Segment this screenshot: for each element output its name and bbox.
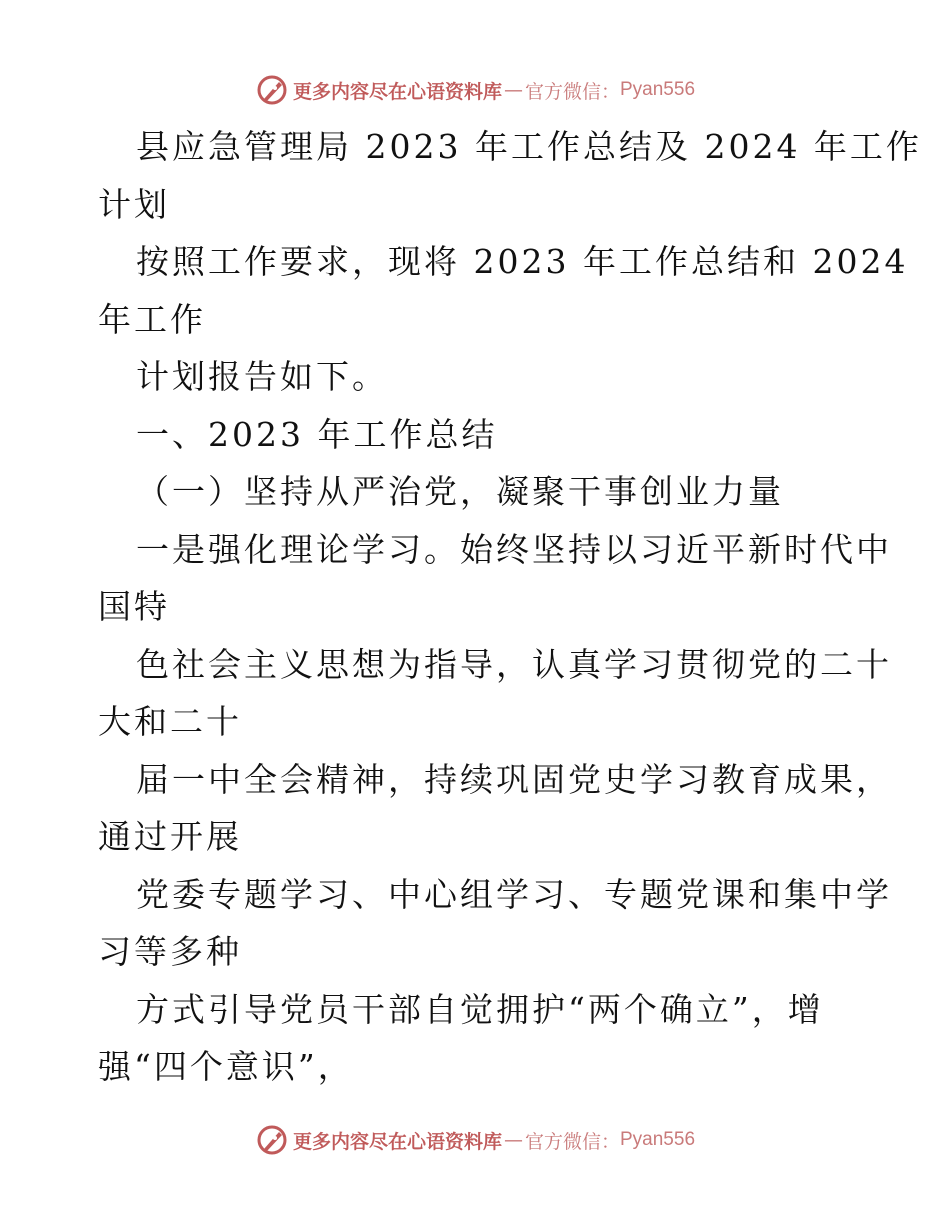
document-line: 色社会主义思想为指导，认真学习贯彻党的二十: [136, 644, 892, 684]
watermark-wechat-id: Pyan556: [620, 1129, 696, 1150]
document-line: 强“四个意识”，: [98, 1047, 354, 1086]
watermark-official-label: 官方微信：: [524, 1130, 620, 1153]
document-line: 通过开展: [98, 817, 242, 856]
document-line: 党委专题学习、中心组学习、专题党课和集中学: [136, 874, 892, 914]
header-watermark: [0, 70, 950, 110]
document-line: 大和二十: [98, 702, 242, 741]
watermark-dash: —: [503, 79, 523, 101]
document-line: 计划报告如下。: [136, 357, 388, 396]
quill-pen-logo-icon: [255, 1123, 289, 1157]
document-line: 一、2023 年工作总结: [136, 414, 498, 454]
document-line: 按照工作要求，现将 2023 年工作总结和 2024: [136, 242, 909, 281]
footer-watermark: [0, 1120, 950, 1160]
document-line: 计划: [98, 184, 170, 224]
document-body: [98, 118, 922, 1096]
watermark-brand: 更多内容尽在心语资料库: [292, 80, 502, 103]
document-line: 县应急管理局 2023 年工作总结及 2024 年工作: [136, 127, 922, 166]
document-line: 国特: [98, 587, 170, 626]
watermark-dash: —: [503, 1129, 523, 1151]
quill-pen-logo-icon: [255, 73, 289, 107]
watermark-brand: 更多内容尽在心语资料库: [292, 1130, 502, 1153]
document-line: 届一中全会精神，持续巩固党史学习教育成果，: [136, 759, 892, 799]
document-line: 一是强化理论学习。始终坚持以习近平新时代中: [136, 529, 892, 569]
watermark-official-label: 官方微信：: [524, 80, 620, 103]
document-line: （一）坚持从严治党，凝聚干事创业力量: [136, 472, 784, 511]
watermark-wechat-id: Pyan556: [620, 79, 696, 100]
document-line: 年工作: [98, 299, 206, 339]
document-line: 方式引导党员干部自觉拥护“两个确立”，增: [136, 989, 824, 1029]
document-line: 习等多种: [98, 932, 242, 971]
